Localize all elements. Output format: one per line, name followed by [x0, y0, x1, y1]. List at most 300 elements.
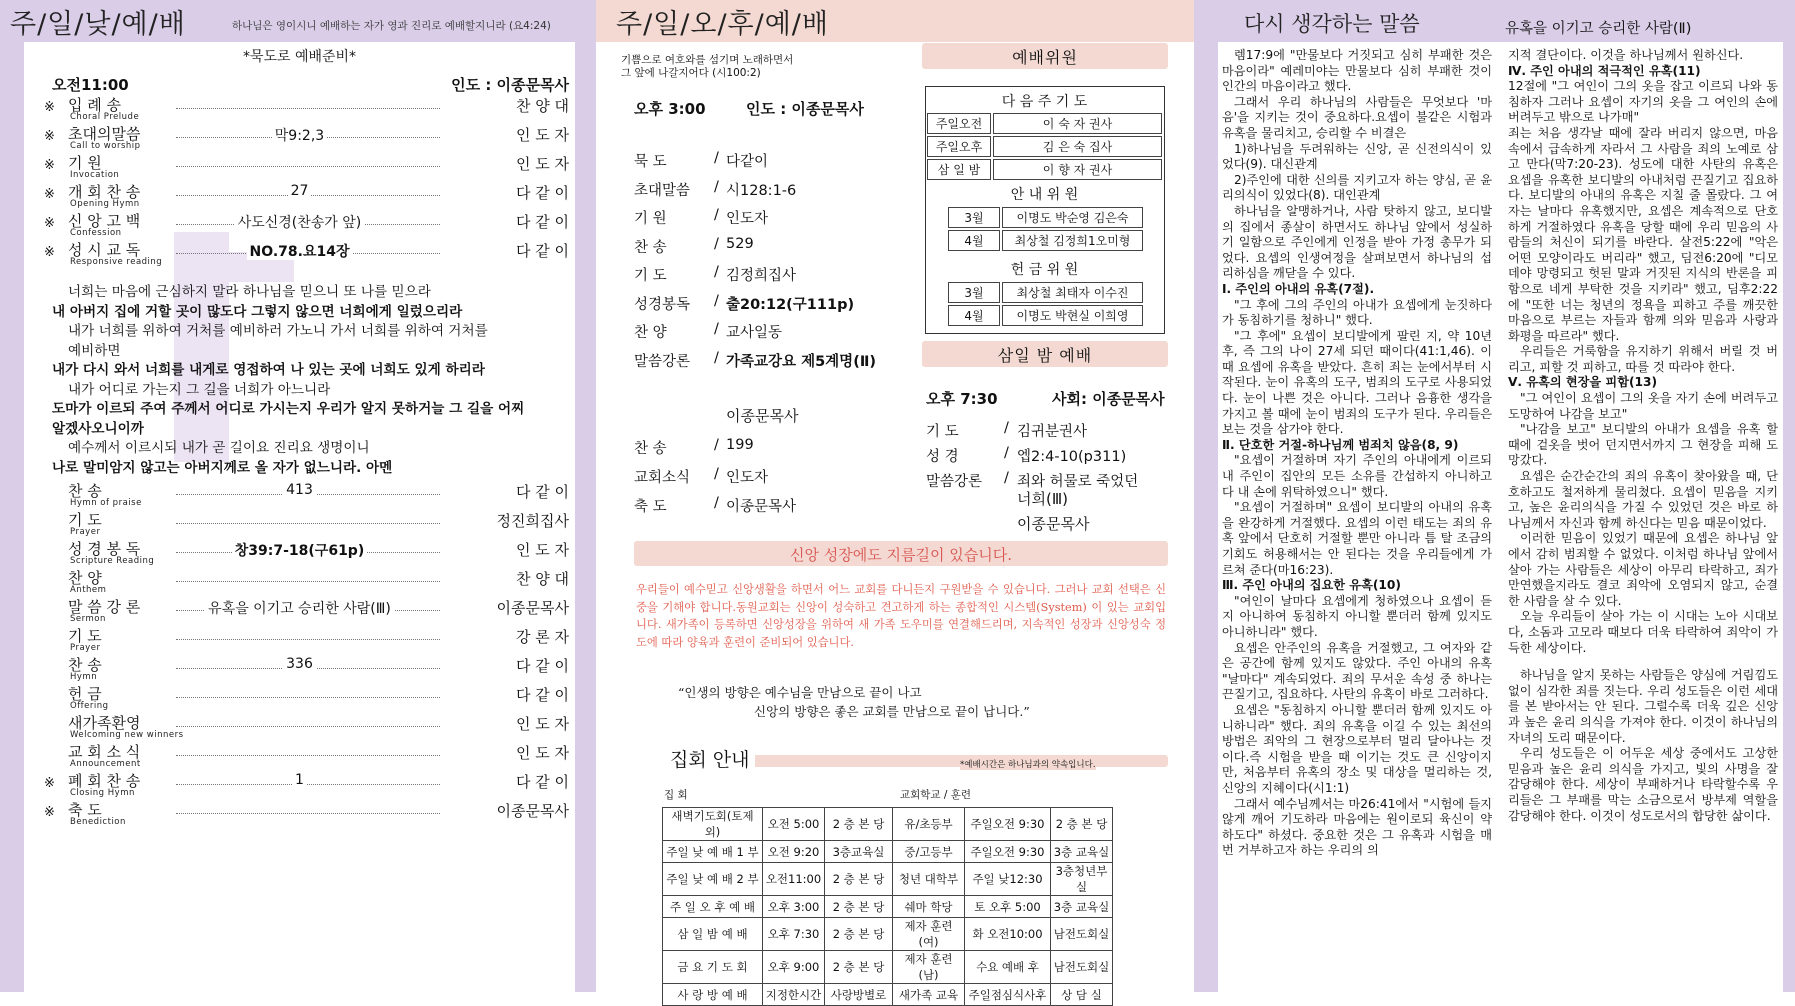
growth-banner: 신앙 성장에도 지름길이 있습니다.	[790, 546, 1012, 564]
paragraph: 그래서 예수님께서는 마26:41에서 "시험에 들지 않게 깨어 기도하라 마음에는 원이로되 육신이 약하도다" 하셨다. 중요한 것은 그 유혹과 시험을 매번 거부하고자 하는 우리의 의	[1222, 796, 1492, 858]
meeting-cell: 새벽기도회(토제외)	[663, 808, 763, 841]
meeting-row	[663, 951, 1113, 984]
order-item-name: 성 경 봉 독	[68, 540, 141, 558]
order-item-name: 개 회 찬 송	[68, 183, 141, 201]
order-item-name: 새가족환영	[68, 714, 141, 732]
order-label: 초대말씀	[634, 182, 691, 199]
leader-dots	[176, 523, 440, 524]
morning-service-title: 주/일/낮/예/배	[10, 9, 186, 40]
order-item-english: Prayer	[70, 527, 101, 537]
order-row	[24, 741, 575, 770]
order-slash: /	[714, 321, 719, 337]
table-cell: 최상철 김정희1오미형	[1002, 230, 1143, 251]
order-label: 축 도	[634, 499, 667, 515]
order-item-detail-text: 413	[283, 482, 316, 498]
order-value: 김정희집사	[726, 268, 797, 284]
order-item-english: Anthem	[70, 585, 107, 595]
table-cell: 김 은 숙 집사	[993, 136, 1162, 157]
paragraph: 그래서 우리 하나님의 사람들은 무엇보다 '마음'을 지키는 것이 중요하다.요셉이 불같은 시험과 유혹을 물리치고, 승리할 수 비결은	[1222, 94, 1492, 140]
service-time: 오전11:00	[52, 76, 129, 94]
order-item-person: 정진희집사	[493, 510, 569, 531]
table-row	[927, 159, 1162, 180]
reading-line: 내가 다시 와서 너희를 내게로 영접하여 나 있는 곳에 너희도 있게 하리라	[52, 362, 485, 378]
morning-service-panel	[0, 0, 596, 992]
order-item-name: 입 례 송	[68, 96, 122, 114]
order-item-person: 인 도 자	[512, 539, 569, 560]
meeting-cell: 남전도회실	[1051, 918, 1113, 951]
paragraph: Ⅳ. 주인 아내의 적극적인 유혹(11)	[1508, 63, 1701, 78]
leader-dots	[176, 166, 440, 167]
meeting-cell: 2 층 본 당	[1051, 808, 1113, 841]
order-row	[24, 509, 575, 538]
paragraph: 12절에 "그 여인이 그의 옷을 잡고 이르되 나와 동침하자 그러나 요셉이 자기의 옷을 그 여인의 손에 버려두고 밖으로 나가매"	[1508, 79, 1778, 125]
next-prayer-title: 다 음 주 기 도	[1001, 94, 1088, 110]
order-row	[24, 712, 575, 741]
meeting-row	[663, 841, 1113, 863]
order-item-english: Call to worship	[70, 141, 141, 151]
order-row	[24, 239, 575, 268]
order-row	[24, 654, 575, 683]
order-item-person: 다 같 이	[512, 655, 569, 676]
meeting-cell: 3층 교육실	[1051, 896, 1113, 918]
order-item-name: 찬 송	[68, 656, 102, 674]
meeting-cell: 3층청년부실	[1051, 863, 1113, 896]
meeting-cell: 주일점심식사후	[965, 984, 1051, 1006]
order-item-person: 찬 양 대	[512, 95, 569, 116]
order-item-english: Hymn of praise	[70, 498, 142, 508]
morning-verse: 하나님은 영이시니 예배하는 자가 영과 진리로 예배할지니라 (요4:24)	[232, 20, 551, 32]
order-label: 성 경	[926, 449, 959, 465]
paragraph: 하나님을 알지 못하는 사람들은 양심에 거림낌도 없이 심각한 죄를 짓는다. 우리 성도들은 이런 세대를 본 받아서는 안 된다. 그럴수록 더욱 깊은 신앙과 높은 윤리 의식을 가져야 한다. 이것이 하나님의 자녀의 도리 때문이다.	[1508, 668, 1778, 745]
leader-dots	[176, 697, 440, 698]
order-slash: /	[714, 207, 719, 223]
order-value: 교사일동	[726, 325, 783, 341]
table-cell: 3월	[948, 282, 1000, 303]
order-value: 엡2:4-10(p311)	[1017, 449, 1127, 465]
paragraph: "요셉이 거절하며" 요셉이 보디발의 아내의 유혹을 완강하게 거절했다. 요셉의 이런 태도는 죄의 유혹 앞에서 단호히 거절할 뿐만 아니라 틈 탈 조금의 기회도 허용해서는 안 된다는 것을 우리들에게 가르쳐 준다(마16:23).	[1222, 500, 1492, 577]
table-cell: 주일오후	[927, 136, 991, 157]
order-item-detail-text: 막9:2,3	[272, 128, 327, 144]
table-cell: 4월	[948, 230, 1000, 251]
paragraph: Ⅴ. 유혹의 현장을 피함(13)	[1508, 375, 1658, 390]
order-slash: /	[714, 437, 719, 453]
order-item-person: 찬 양 대	[512, 568, 569, 589]
wednesday-title: 삼일 밤 예배	[997, 346, 1093, 365]
paragraph: "여인이 날마다 요셉에게 청하였으나 요셉이 듣지 아니하여 동침하지 아니할 뿐더러 함께 있지도 아니하니라" 했다.	[1222, 593, 1492, 639]
meeting-cell: 주일 낮12:30	[965, 863, 1051, 896]
meeting-row	[663, 808, 1113, 841]
order-value: 인도자	[726, 470, 769, 486]
order-item-english: Prayer	[70, 643, 101, 653]
table-cell: 삼 일 밤	[927, 159, 991, 180]
meeting-row	[663, 918, 1113, 951]
reading-line: 내가 너희를 위하여 거처를 예비하러 가노니 가서 너희를 위하여 거처를	[68, 323, 488, 339]
order-item-detail	[24, 241, 575, 261]
order-item-english: Confession	[70, 228, 122, 238]
table-cell: 이 향 자 권사	[993, 159, 1162, 180]
paragraph: 이러한 믿음이 있었기 때문에 요셉은 하나님 앞에서 감히 범죄할 수 없었다. 이처럼 하나님 앞에서 살아 가는 사람들은 세상이 아무리 타락하고, 죄가 만연했을지라도 결코 죄악에 오염되지 않고, 순결한 사람을 살 수 있다.	[1508, 531, 1778, 608]
meeting-cell: 2 층 본 당	[825, 918, 893, 951]
quote-line1: “인생의 방향은 예수님을 만남으로 끝이 나고	[678, 685, 922, 700]
committee-title: 예배위원	[1012, 48, 1078, 67]
table-cell: 3월	[948, 207, 1000, 228]
asterisk-mark: ※	[44, 805, 55, 820]
order-label: 기 도	[926, 424, 959, 440]
order-slash: /	[714, 150, 719, 166]
order-value: 이종문목사	[726, 499, 797, 515]
meeting-cell: 새가족 교육	[893, 984, 965, 1006]
meeting-cell: 오전 9:20	[763, 841, 825, 863]
order-item-name: 폐 회 찬 송	[68, 772, 141, 790]
order-item-english: Opening Hymn	[70, 199, 140, 209]
order-item-detail-text: 336	[283, 656, 316, 672]
order-item-detail	[24, 482, 575, 498]
paragraph: 우리들은 거룩함을 유지하기 위해서 버릴 것 버리고, 피할 것 피하고, 따를 것 따라야 한다.	[1508, 344, 1778, 374]
meeting-cell: 상 담 실	[1051, 984, 1113, 1006]
paragraph: 오늘 우리들이 살아 가는 이 시대는 노아 시대보다, 소돔과 고모라 때보다 더욱 타락하여 죄악이 가득한 세상이다.	[1508, 609, 1778, 655]
meeting-cell: 사랑방별로	[825, 984, 893, 1006]
order-item-detail-text: 창39:7-18(구61p)	[232, 543, 367, 559]
meeting-cell: 지정한시간	[763, 984, 825, 1006]
leader-dots	[176, 108, 440, 109]
table-cell: 이 숙 자 권사	[993, 113, 1162, 134]
leader-dots	[176, 755, 440, 756]
meeting-cell: 삼 일 밤 예 배	[663, 918, 763, 951]
order-item-name: 찬 송	[68, 482, 102, 500]
paragraph: Ⅲ. 주인 아내의 집요한 유혹(10)	[1222, 578, 1401, 593]
table-cell: 주일오전	[927, 113, 991, 134]
order-slash: /	[714, 264, 719, 280]
order-slash: /	[714, 466, 719, 482]
order-item-detail-text: 27	[288, 183, 312, 199]
paragraph: Ⅱ. 단호한 거절-하나님께 범죄치 않음(8, 9)	[1222, 437, 1459, 452]
order-item-name: 초대의말씀	[68, 125, 141, 143]
order-value: 죄와 허물로 죽었던	[1017, 474, 1139, 490]
meeting-title: 집회 안내	[670, 745, 755, 772]
order-item-english: Invocation	[70, 170, 120, 180]
order-row	[24, 770, 575, 799]
meeting-cell: 오전11:00	[763, 863, 825, 896]
meeting-row	[663, 863, 1113, 896]
paragraph: 요셉은 안주인의 유혹을 거절했고, 그 여자와 같은 공간에 함께 있지도 않았다. 주인 아내의 유혹 "날마다" 계속되었다. 죄의 무서운 속성 중 하나는 끈질기고, 집요하다. 사탄의 유혹이 바로 그러하다.	[1222, 640, 1492, 702]
order-item-person: 인 도 자	[512, 124, 569, 145]
asterisk-mark: ※	[44, 187, 55, 202]
paragraph: 하나님을 알맹하거나, 사람 탓하지 않고, 보디발의 집에서 종살이 하면서도 하나님 앞에서 성실하기 일함으로 주인에게 인정을 받아 가정 총무가 되었다. 요셉의 인생여정을 살펴보면서 하나님의 섭리하심을 깨닫을 수 있다.	[1222, 203, 1492, 281]
meeting-cell: 주일 낮 예 배 2 부	[663, 863, 763, 896]
meeting-cell: 수요 예배 후	[965, 951, 1051, 984]
order-row	[24, 94, 575, 123]
order-value: 시128:1-6	[726, 182, 797, 199]
order-value: 다같이	[726, 154, 769, 170]
reflection-column-left	[1222, 48, 1492, 859]
order-slash: /	[1004, 445, 1009, 461]
meeting-cell: 오후 3:00	[763, 896, 825, 918]
order-label: 교회소식	[634, 470, 691, 486]
order-item-english: Responsive reading	[70, 257, 163, 267]
paragraph: 죄는 처음 생각날 때에 잘라 버리지 않으면, 마음 속에서 급속하게 자라서 그 사람을 죄의 노예로 삼고 만다(막7:20-23). 성도에 대한 사탄의 유혹은 요셉을 유혹한 보디발의 아내처럼 끈질기고 집요하다. 보디발의 아내의 유혹은 지칠 줄 몰랐다. 그 여자는 날마다 유혹했지만, 요셉은 계속적으로 단호하게 거절하였다 유혹을 당할 때에 우리 믿음의 사람들의 처신이 되기를 바란다. 살전5:22에 "악은 어떤 모양이라도 버리라" 했고, 딤전6:20에 "디모데야 망령되고 헛된 말과 거짓된 지식의 반론을 피함으로 네게 부탁한 것을 지키라" 했고, 딤후2:22에 "또한 너는 청년의 정욕을 피하고 주를 깨끗한 마음으로 부르는 자들과 함께 의와 믿음과 사랑과 화평을 따르라" 했다.	[1508, 125, 1778, 343]
order-value: 199	[726, 437, 754, 453]
growth-text: 우리들이 예수믿고 신앙생활을 하면서 어느 교회를 다니든지 구원받을 수 있습니다. 그러나 교회 선택은 신중을 기해야 합니다.동원교회는 신앙이 성숙하고 견고하게 하는 종합적인 시스템(System) 이 있는 교회입니다. 새가족이 등록하면 신앙성장을 위하여 새 가족 도우미를 연결해드리며, 지속적인 성장과 신앙성숙 정도에 따라 양육과 훈련이 준비되어 있습니다.	[636, 583, 1166, 649]
meeting-cell: 2 층 본 당	[825, 863, 893, 896]
order-item-detail-text: NO.78.요14장	[247, 244, 353, 260]
order-value: 인도자	[726, 211, 769, 227]
paragraph: 1)하나님을 두려워하는 신앙, 곧 신전의식이 있었다(9). 대신관계	[1222, 141, 1492, 172]
paragraph: 2)주인에 대한 신의를 지키고자 하는 양심, 곧 윤리의식이 있었다(8). 대인관계	[1222, 172, 1492, 203]
table-row	[948, 230, 1143, 251]
asterisk-mark: ※	[44, 129, 55, 144]
order-label: 찬 송	[634, 239, 667, 256]
meeting-cell: 쉐마 학당	[893, 896, 965, 918]
reflection-sheet	[1218, 42, 1783, 992]
asterisk-mark: ※	[44, 100, 55, 115]
order-slash: /	[714, 349, 719, 366]
order-slash: /	[714, 495, 719, 511]
leader-dots	[176, 726, 440, 727]
meeting-cell: 오후 7:30	[763, 918, 825, 951]
order-item-person: 이종문목사	[493, 597, 569, 618]
table-row	[948, 282, 1143, 303]
order-item-english: Choral Prelude	[70, 112, 140, 122]
order-item-english: Offering	[70, 701, 109, 711]
order-row	[24, 480, 575, 509]
order-slash: /	[1004, 420, 1009, 436]
order-item-english: Welcoming new winners	[70, 730, 184, 740]
order-item-person: 다 같 이	[512, 240, 569, 261]
paragraph: 요셉은 순간순간의 죄의 유혹이 찾아왔을 때, 단호하고도 철저하게 물리쳤다. 요셉이 믿음을 지키고, 높은 윤리의식을 가질 수 있었던 것은 바로 하나님께서 자신과 함께 하신다는 믿음 때문이었다.	[1508, 469, 1778, 530]
order-row	[24, 596, 575, 625]
order-item-person: 인 도 자	[512, 742, 569, 763]
reading-line: 내가 어디로 가는지 그 길을 너희가 아느니라	[68, 381, 331, 398]
meeting-cell: 중/고등부	[893, 841, 965, 863]
meeting-cell: 오후 9:00	[763, 951, 825, 984]
guide-table	[946, 205, 1145, 253]
table-row	[948, 305, 1143, 326]
order-item-detail	[24, 540, 575, 560]
order-label: 기 원	[634, 211, 667, 227]
wednesday-sermon-title-line2: 너희(Ⅲ)	[1017, 490, 1069, 508]
meeting-cell: 오전 5:00	[763, 808, 825, 841]
meeting-cell: 제자 훈련(여)	[893, 918, 965, 951]
meeting-cell: 토 오후 5:00	[965, 896, 1051, 918]
reading-line: 예수께서 이르시되 내가 곧 길이요 진리요 생명이니	[68, 440, 370, 456]
order-label: 기 도	[634, 268, 667, 284]
order-item-name: 말 씀 강 론	[68, 598, 141, 616]
prayer-table	[925, 111, 1164, 182]
order-item-detail	[24, 212, 575, 232]
afternoon-verse-line2: 그 앞에 나갈지어다 (시100:2)	[621, 67, 761, 79]
order-row	[24, 625, 575, 654]
leader-dots	[176, 639, 440, 640]
service-leader: 인도 : 이종문목사	[451, 76, 569, 94]
order-row	[24, 567, 575, 596]
table-row	[948, 207, 1143, 228]
order-item-name: 성 시 교 독	[68, 241, 141, 259]
meeting-cell: 유/초등부	[893, 808, 965, 841]
order-label: 찬 양	[634, 325, 667, 341]
afternoon-leader: 인도 : 이종문목사	[746, 100, 864, 118]
order-slash: /	[714, 292, 719, 309]
order-item-english: Hymn	[70, 672, 98, 682]
order-item-person: 이종문목사	[493, 800, 569, 821]
table-cell: 최상철 최태자 이수진	[1002, 282, 1143, 303]
order-value: 출20:12(구111p)	[726, 296, 855, 313]
reflection-title: 다시 생각하는 말씀	[1244, 12, 1420, 36]
meeting-cell: 청년 대학부	[893, 863, 965, 896]
meeting-cell: 주일 낮 예 배 1 부	[663, 841, 763, 863]
meeting-cell: 2 층 본 당	[825, 951, 893, 984]
wednesday-preacher: 이종문목사	[1017, 515, 1090, 533]
order-item-detail	[24, 772, 575, 788]
paragraph: 우리 성도들은 이 어두운 세상 중에서도 고상한 믿음과 높은 윤리 의식을 가지고, 빛의 사명을 잘 감당해야 한다. 세상이 부패하거나 타락할수록 우리들은 그 부패를 막는 소금으로서 방부제 역할을 감당해야 한다. 이것이 성도로서의 합당한 삶이다.	[1508, 746, 1778, 823]
meeting-heading-gathering: 집 회	[664, 789, 688, 801]
guide-title: 안 내 위 원	[1010, 187, 1079, 203]
order-slash: /	[1004, 470, 1009, 486]
order-item-name: 신 앙 고 백	[68, 212, 141, 230]
meeting-row	[663, 896, 1113, 918]
order-item-english: Announcement	[70, 759, 141, 769]
order-item-english: Sermon	[70, 614, 106, 624]
table-cell: 이명도 박현실 이희영	[1002, 305, 1143, 326]
leader-dots	[176, 813, 440, 814]
asterisk-mark: ※	[44, 245, 55, 260]
order-item-person: 다 같 이	[512, 481, 569, 502]
order-item-name: 축 도	[68, 801, 102, 819]
order-item-english: Scripture Reading	[70, 556, 155, 566]
reading-line: 내 아버지 집에 거할 곳이 많도다 그렇지 않으면 너희에게 일렀으리라	[52, 303, 463, 320]
prepare-notice: *묵도로 예배준비*	[242, 49, 357, 65]
order-slash: /	[714, 178, 719, 195]
meeting-cell: 주일오전 9:30	[965, 808, 1051, 841]
order-label: 성경봉독	[634, 296, 691, 313]
order-item-detail-text: 유혹을 이기고 승리한 사람(Ⅲ)	[205, 601, 394, 617]
offering-title: 헌 금 위 원	[1010, 262, 1079, 278]
meeting-heading-school: 교회학교 / 훈련	[900, 789, 972, 801]
meeting-cell: 2 층 본 당	[825, 808, 893, 841]
order-value: 가족교강요 제5계명(Ⅱ)	[726, 353, 876, 370]
order-item-name: 교 회 소 식	[68, 743, 141, 761]
wednesday-time: 오후 7:30	[926, 390, 998, 408]
reflection-subtitle: 유혹을 이기고 승리한 사람(Ⅱ)	[1505, 21, 1692, 37]
order-row	[24, 683, 575, 712]
order-item-person: 인 도 자	[512, 153, 569, 174]
paragraph: "그 여인이 요셉이 그의 옷을 자기 손에 버려두고 도망하여 나감을 보고"	[1508, 391, 1778, 421]
order-row	[24, 152, 575, 181]
asterisk-mark: ※	[44, 776, 55, 791]
paragraph: 지적 결단이다. 이것을 하나님께서 원하신다.	[1508, 48, 1744, 62]
sermon-reflection-panel	[1194, 0, 1795, 992]
asterisk-mark: ※	[44, 158, 55, 173]
paragraph: "그 후에 그의 주인의 아내가 요셉에게 눈짓하다가 동침하기를 청하니" 했다.	[1222, 297, 1492, 328]
order-item-english: Closing Hymn	[70, 788, 135, 798]
table-row	[927, 136, 1162, 157]
leader-dots	[176, 581, 440, 582]
meeting-cell: 주 일 오 후 예 배	[663, 896, 763, 918]
order-item-person: 다 같 이	[512, 211, 569, 232]
order-row	[24, 181, 575, 210]
table-cell: 이명도 박순영 김은숙	[1002, 207, 1143, 228]
offering-table	[946, 280, 1145, 328]
order-label: 찬 송	[634, 441, 667, 457]
reading-line: 예비하면	[68, 342, 121, 359]
order-item-name: 기 도	[68, 511, 102, 529]
paragraph: 요셉은 "동침하지 아니할 뿐더러 함께 있지도 아니하니라" 했다. 죄의 유혹을 이길 수 있는 최선의 방법은 죄악의 그 현장으로부터 멀리 달아나는 것이다.즉 시험을 받을 때 이기는 것도 큰 신앙이지만, 처음부터 유혹의 장소 및 대상을 멀리하는 것, 신앙의 지혜이다(시1:1)	[1222, 702, 1492, 795]
order-item-person: 다 같 이	[512, 684, 569, 705]
order-row	[24, 210, 575, 239]
order-item-name: 기 도	[68, 627, 102, 645]
paragraph	[1508, 656, 1778, 668]
paragraph: "그 후에" 요셉이 보디발에게 팔린 지, 약 10년 후, 즉 그의 나이 27세 되던 때이다(41:1,46). 이 때 요셉에 유혹을 받았다. 흔히 죄는 눈에서부터 시작된다. 눈이 유혹의 도구, 범죄의 도구로 사용되었다. 눈이 나쁜 것은 아니다. 그러나 음흉한 생각을 가지고 볼 때에 눈이 범죄의 도구가 된다. 우리들은 보는 것을 삼가야 한다.	[1222, 328, 1492, 437]
order-item-detail	[24, 656, 575, 672]
table-row	[927, 113, 1162, 134]
meeting-row	[663, 984, 1113, 1006]
order-value: 529	[726, 235, 754, 252]
afternoon-service-panel	[596, 0, 1194, 1002]
morning-order-sheet	[24, 42, 575, 992]
reflection-column-right	[1508, 48, 1778, 824]
order-row	[24, 123, 575, 152]
asterisk-mark: ※	[44, 216, 55, 231]
meeting-cell: 사 랑 방 예 배	[663, 984, 763, 1006]
order-label: 말씀강론	[634, 353, 691, 370]
paragraph: Ⅰ. 주인의 아내의 유혹(7절).	[1222, 281, 1375, 296]
reading-line: 나로 말미암지 않고는 아버지께로 올 자가 없느니라. 아멘	[52, 459, 393, 476]
paragraph: 렘17:9에 "만물보다 거짓되고 심히 부패한 것은 마음이라" 예레미야는 만물보다 심히 부패한 것이 인간의 마음이라고 했다.	[1222, 48, 1492, 94]
order-label: 묵 도	[634, 154, 667, 170]
order-item-person: 강 론 자	[512, 626, 569, 647]
meeting-cell: 주일오전 9:30	[965, 841, 1051, 863]
order-item-name: 헌 금	[68, 685, 102, 703]
reading-line: 도마가 이르되 주여 주께서 어디로 가시는지 우리가 알지 못하거늘 그 길을 어찌	[52, 401, 525, 417]
afternoon-service-title: 주/일/오/후/예/배	[616, 9, 829, 40]
paragraph: "나감을 보고" 보디발의 아내가 요셉을 유혹 할 때에 겉옷을 벗어 던지면서까지 그 현장을 피해 도망갔다.	[1508, 422, 1778, 468]
meeting-cell: 제자 훈련(남)	[893, 951, 965, 984]
afternoon-verse-line1: 기쁨으로 여호와를 섬기며 노래하면서	[621, 54, 794, 66]
order-item-person: 인 도 자	[512, 713, 569, 734]
afternoon-time: 오후 3:00	[634, 100, 706, 118]
order-value: 김귀분권사	[1017, 424, 1088, 440]
meeting-cell: 남전도회실	[1051, 951, 1113, 984]
meeting-cell: 3층 교육실	[1051, 841, 1113, 863]
table-cell: 4월	[948, 305, 1000, 326]
order-item-detail-text: 사도신경(찬송가 앞)	[235, 215, 365, 231]
paragraph: "요셉이 거절하며 자기 주인의 아내에게 이르되 내 주인이 집안의 모든 소유를 간섭하지 아니하고 다 내 손에 위탁하였으니" 했다.	[1222, 453, 1492, 499]
order-row	[24, 799, 575, 828]
wednesday-leader: 사회: 이종문목사	[1052, 390, 1165, 408]
order-item-detail-text: 1	[292, 772, 307, 788]
reading-line: 너희는 마음에 근심하지 말라 하나님을 믿으니 또 나를 믿으라	[68, 284, 431, 300]
order-label: 말씀강론	[926, 474, 983, 490]
order-slash: /	[714, 235, 719, 252]
order-item-detail	[24, 125, 575, 145]
order-item-name: 기 원	[68, 154, 102, 172]
order-item-name: 찬 양	[68, 569, 102, 587]
committee-box	[925, 86, 1165, 334]
afternoon-preacher: 이종문목사	[726, 407, 799, 425]
reading-line: 알겠사오니이까	[52, 420, 144, 437]
meeting-cell: 2 층 본 당	[825, 896, 893, 918]
meeting-table	[662, 807, 1113, 1006]
order-item-person: 다 같 이	[512, 182, 569, 203]
meeting-cell: 금 요 기 도 회	[663, 951, 763, 984]
meeting-note: *예배시간은 하나님과의 약속입니다.	[960, 760, 1096, 770]
order-item-english: Benediction	[70, 817, 126, 827]
order-item-person: 다 같 이	[512, 771, 569, 792]
order-item-detail	[24, 183, 575, 199]
order-row	[24, 538, 575, 567]
meeting-cell: 3층교육실	[825, 841, 893, 863]
quote-line2: 신앙의 방향은 좋은 교회를 만남으로 끝이 납니다.”	[754, 704, 1030, 719]
meeting-cell: 화 오전10:00	[965, 918, 1051, 951]
